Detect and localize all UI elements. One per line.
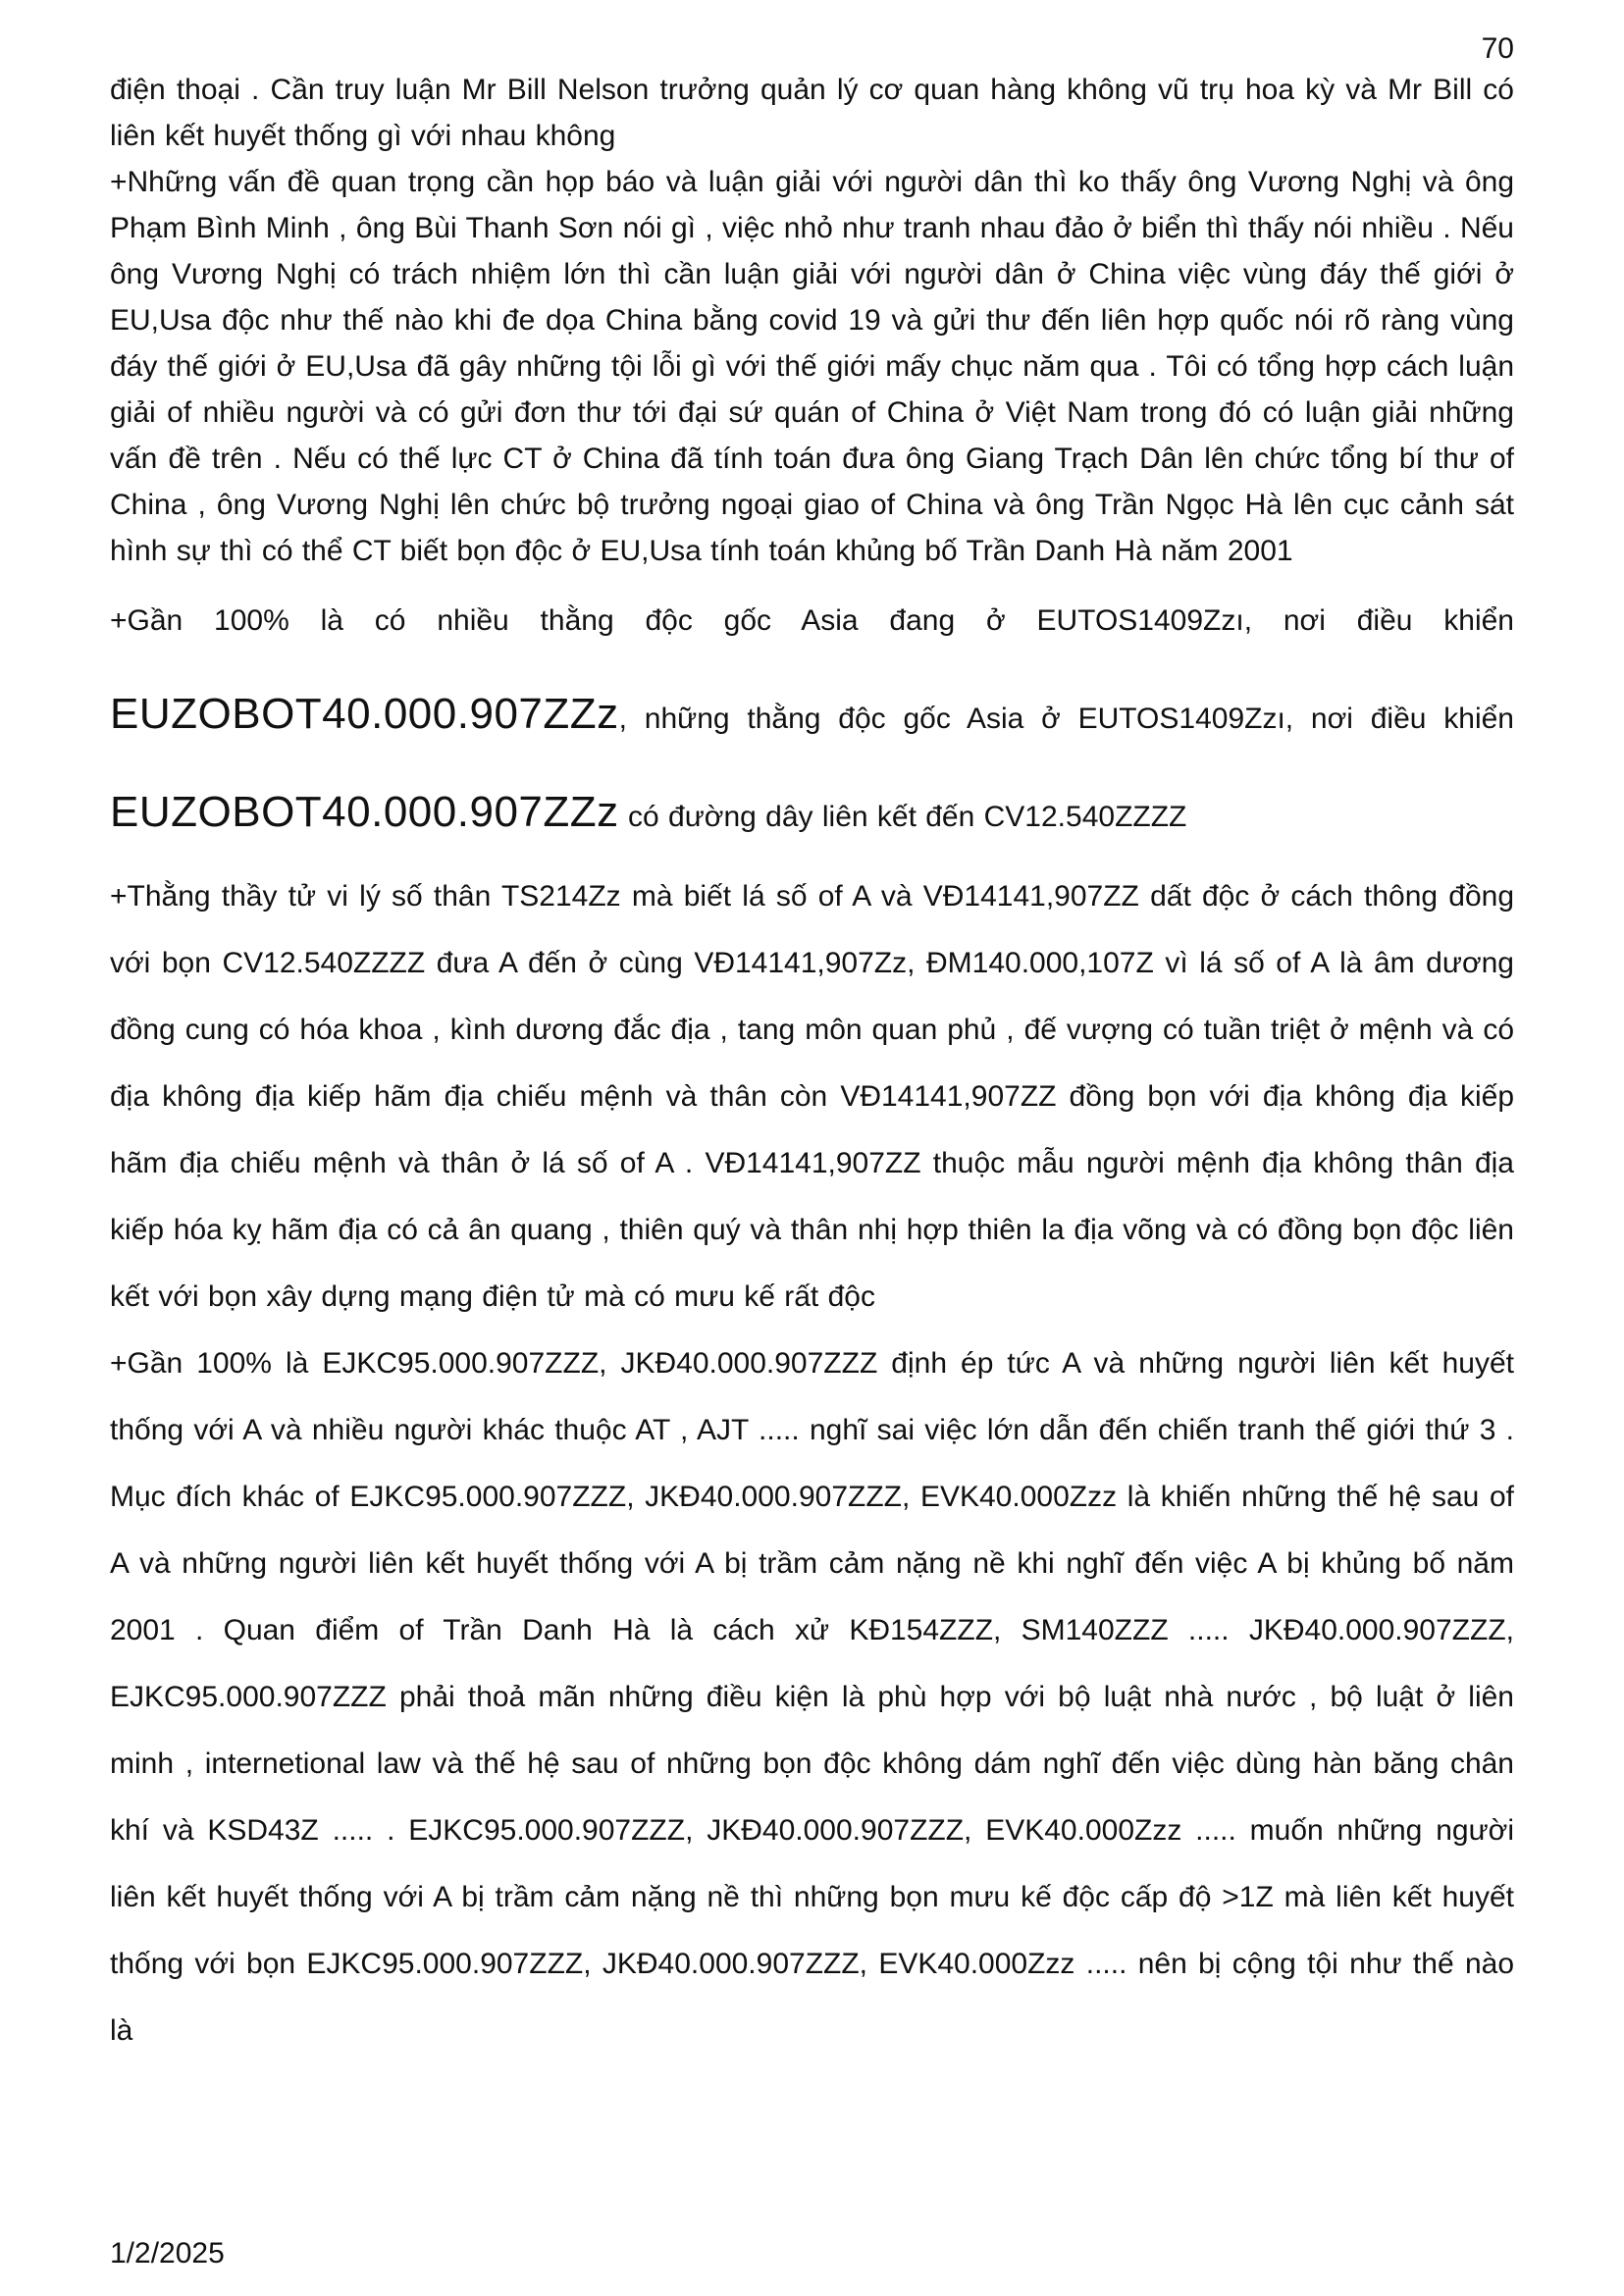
paragraph-eutos-run-1: +Gần 100% là có nhiều thằng độc gốc Asia đang ở EUTOS1409Zzı, nơi điều khiển bbox=[110, 604, 1514, 637]
paragraph-eutos-run-5: có đường dây liên kết đến CV12.540ZZZZ bbox=[618, 801, 1187, 833]
code-euzobot-1: EUZOBOT40.000.907ZZz bbox=[110, 690, 619, 738]
paragraph-press-issues: +Những vấn đề quan trọng cần họp báo và luận giải với người dân thì ko thấy ông Vương Nghị và ông Phạm Bình Minh , ông Bùi Thanh Sơn nói gì , việc nhỏ như tranh nhau đảo ở biển thì thấy nói nhiều . Nếu ông Vương Nghị có trách nhiệm lớn thì cần luận giải với người dân ở China việc vùng đáy thế giới ở EU,Usa độc như thế nào khi đe dọa China bằng covid 19 và gửi thư đến liên hợp quốc nói rõ ràng vùng đáy thế giới ở EU,Usa đã gây những tội lỗi gì với thế giới mấy chục năm qua . Tôi có tổng hợp cách luận giải of nhiều người và có gửi đơn thư tới đại sứ quán of China ở Việt Nam trong đó có luận giải những vấn đề trên . Nếu có thế lực CT ở China đã tính toán đưa ông Giang Trạch Dân lên chức tổng bí thư of China , ông Vương Nghị lên chức bộ trưởng ngoại giao of China và ông Trần Ngọc Hà lên cục cảnh sát hình sự thì có thể CT biết bọn độc ở EU,Usa tính toán khủng bố Trần Danh Hà năm 2001 bbox=[110, 166, 1514, 567]
footer-date: 1/2/2025 bbox=[110, 2237, 225, 2270]
paragraph-eutos-run-3: , những thằng độc gốc Asia ở EUTOS1409Zzı, nơi điều khiển bbox=[618, 703, 1514, 735]
paragraph-eutos bbox=[110, 574, 1514, 863]
paragraph-astrologer: +Thằng thầy tử vi lý số thân TS214Zz mà biết lá số of A và VĐ14141,907ZZ dất độc ở cách thông đồng với bọn CV12.540ZZZZ đưa A đến ở cùng VĐ14141,907Zz, ĐM140.000,107Z vì lá số of A là âm dương đồng cung có hóa khoa , kình dương đắc địa , tang môn quan phủ , đế vượng có tuần triệt ở mệnh và có địa không địa kiếp hãm địa chiếu mệnh và thân còn VĐ14141,907ZZ đồng bọn với địa không địa kiếp hãm địa chiếu mệnh và thân ở lá số of A . VĐ14141,907ZZ thuộc mẫu người mệnh địa không thân địa kiếp hóa kỵ hãm địa có cả ân quang , thiên quý và thân nhị hợp thiên la địa võng và có đồng bọn độc liên kết với bọn xây dựng mạng điện tử mà có mưu kế rất độc bbox=[110, 880, 1514, 1313]
paragraph-intro: điện thoại . Cần truy luận Mr Bill Nelson trưởng quản lý cơ quan hàng không vũ trụ hoa kỳ và Mr Bill có liên kết huyết thống gì với nhau không bbox=[110, 74, 1514, 152]
code-euzobot-2: EUZOBOT40.000.907ZZz bbox=[110, 788, 619, 836]
page-number: 70 bbox=[1481, 32, 1514, 65]
paragraph-ejkc: +Gần 100% là EJKC95.000.907ZZZ, JKĐ40.000.907ZZZ định ép tức A và những người liên kết huyết thống với A và nhiều người khác thuộc AT , AJT ..... nghĩ sai việc lớn dẫn đến chiến tranh thế giới thứ 3 . Mục đích khác of EJKC95.000.907ZZZ, JKĐ40.000.907ZZZ, EVK40.000Zzz là khiến những thế hệ sau of A và những người liên kết huyết thống với A bị trầm cảm nặng nề khi nghĩ đến việc A bị khủng bố năm 2001 . Quan điểm of Trần Danh Hà là cách xử KĐ154ZZZ, SM140ZZZ ..... JKĐ40.000.907ZZZ, EJKC95.000.907ZZZ phải thoả mãn những điều kiện là phù hợp với bộ luật nhà nước , bộ luật ở liên minh , internetional law và thế hệ sau of những bọn độc không dám nghĩ đến việc dùng hàn băng chân khí và KSD43Z ..... . EJKC95.000.907ZZZ, JKĐ40.000.907ZZZ, EVK40.000Zzz ..... muốn những người liên kết huyết thống với A bị trầm cảm nặng nề thì những bọn mưu kế độc cấp độ >1Z mà liên kết huyết thống với bọn EJKC95.000.907ZZZ, JKĐ40.000.907ZZZ, EVK40.000Zzz ..... nên bị cộng tội như thế nào là bbox=[110, 1347, 1514, 2047]
